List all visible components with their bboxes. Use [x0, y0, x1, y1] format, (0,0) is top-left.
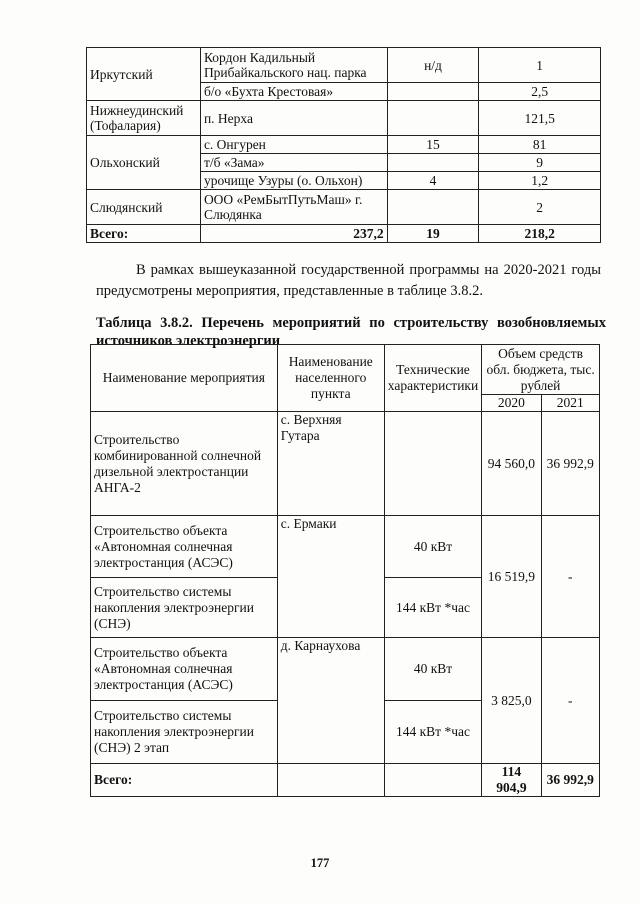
header-row: [91, 345, 600, 395]
value-cell: 2,5: [479, 83, 601, 101]
value-cell: 1: [479, 48, 601, 83]
tech-cell: [387, 101, 479, 136]
tech-cell: 4: [387, 172, 479, 190]
measure-cell: Строительство системы накопления электроэнергии (СНЭ): [91, 578, 278, 638]
district-cell: Нижнеудинский (Тофалария): [87, 101, 201, 136]
value-cell: 121,5: [479, 101, 601, 136]
value-2020-cell: 94 560,0: [482, 412, 541, 516]
tech-cell: 144 кВт *час: [384, 701, 481, 764]
table-title: Таблица 3.8.2. Перечень мероприятий по строительству возобновляемых источников электроэнергии: [96, 315, 606, 349]
value-2020-cell: 16 519,9: [482, 516, 541, 638]
value-cell: 9: [479, 154, 601, 172]
tech-cell: 15: [387, 136, 479, 154]
header-budget: Объем средств обл. бюджета, тыс. рублей: [482, 345, 600, 395]
body-paragraph: В рамках вышеуказанной государственной программы на 2020-2021 годы предусмотрены мероприятия, представленные в таблице 3.8.2.: [96, 262, 601, 299]
total-empty-cell: [277, 764, 384, 797]
measures-table: [90, 344, 600, 797]
measure-cell: Строительство системы накопления электроэнергии (СНЭ) 2 этап: [91, 701, 278, 764]
value-cell: 2: [479, 190, 601, 225]
value-2020-cell: 3 825,0: [482, 638, 541, 764]
table-row: [91, 412, 600, 516]
header-year-2021: 2021: [541, 395, 599, 412]
tech-cell: н/д: [387, 48, 479, 83]
table-row: [87, 136, 601, 154]
district-table: [86, 47, 601, 243]
tech-cell: 40 кВт: [384, 638, 481, 701]
total-row: [91, 764, 600, 797]
place-cell: с. Онгурен: [200, 136, 387, 154]
page-number: 177: [310, 856, 330, 870]
settlement-cell: д. Карнаухова: [277, 638, 384, 764]
place-cell: т/б «Зама»: [200, 154, 387, 172]
settlement-cell: с. Верхняя Гутара: [277, 412, 384, 516]
district-cell: Слюдянский: [87, 190, 201, 225]
value-cell: 1,2: [479, 172, 601, 190]
total-value: 218,2: [479, 225, 601, 243]
total-2021: 36 992,9: [541, 764, 599, 797]
tech-cell: [384, 412, 481, 516]
measure-cell: Строительство объекта «Автономная солнечная электростанция (АСЭС): [91, 638, 278, 701]
place-cell: Кордон Кадильный Прибайкальского нац. парка: [200, 48, 387, 83]
place-cell: б/о «Бухта Крестовая»: [200, 83, 387, 101]
total-row: [87, 225, 601, 243]
tech-cell: 144 кВт *час: [384, 578, 481, 638]
value-2021-cell: -: [541, 516, 599, 638]
header-measure: Наименование мероприятия: [91, 345, 278, 412]
measure-cell: Строительство объекта «Автономная солнечная электростанция (АСЭС): [91, 516, 278, 578]
total-label: Всего:: [87, 225, 201, 243]
total-2020: 114 904,9: [482, 764, 541, 797]
tech-cell: [387, 154, 479, 172]
header-settlement: Наименование населенного пункта: [277, 345, 384, 412]
district-cell: Иркутский: [87, 48, 201, 101]
table-row: [87, 101, 601, 136]
value-2021-cell: -: [541, 638, 599, 764]
settlement-cell: с. Ермаки: [277, 516, 384, 638]
place-cell: урочище Узуры (о. Ольхон): [200, 172, 387, 190]
table-row: [87, 190, 601, 225]
district-cell: Ольхонский: [87, 136, 201, 190]
measure-cell: Строительство комбинированной солнечной дизельной электростанции АНГА-2: [91, 412, 278, 516]
value-cell: 81: [479, 136, 601, 154]
tech-cell: [387, 190, 479, 225]
header-year-2020: 2020: [482, 395, 541, 412]
header-tech: Технические характеристики: [384, 345, 481, 412]
total-empty-cell: [384, 764, 481, 797]
table-row: [91, 638, 600, 701]
total-tech: 19: [387, 225, 479, 243]
tech-cell: 40 кВт: [384, 516, 481, 578]
table-row: [91, 516, 600, 578]
place-cell: ООО «РемБытПутьМаш» г. Слюдянка: [200, 190, 387, 225]
total-place-value: 237,2: [200, 225, 387, 243]
place-cell: п. Нерха: [200, 101, 387, 136]
total-label: Всего:: [91, 764, 278, 797]
value-2021-cell: 36 992,9: [541, 412, 599, 516]
tech-cell: [387, 83, 479, 101]
table-row: [87, 48, 601, 83]
